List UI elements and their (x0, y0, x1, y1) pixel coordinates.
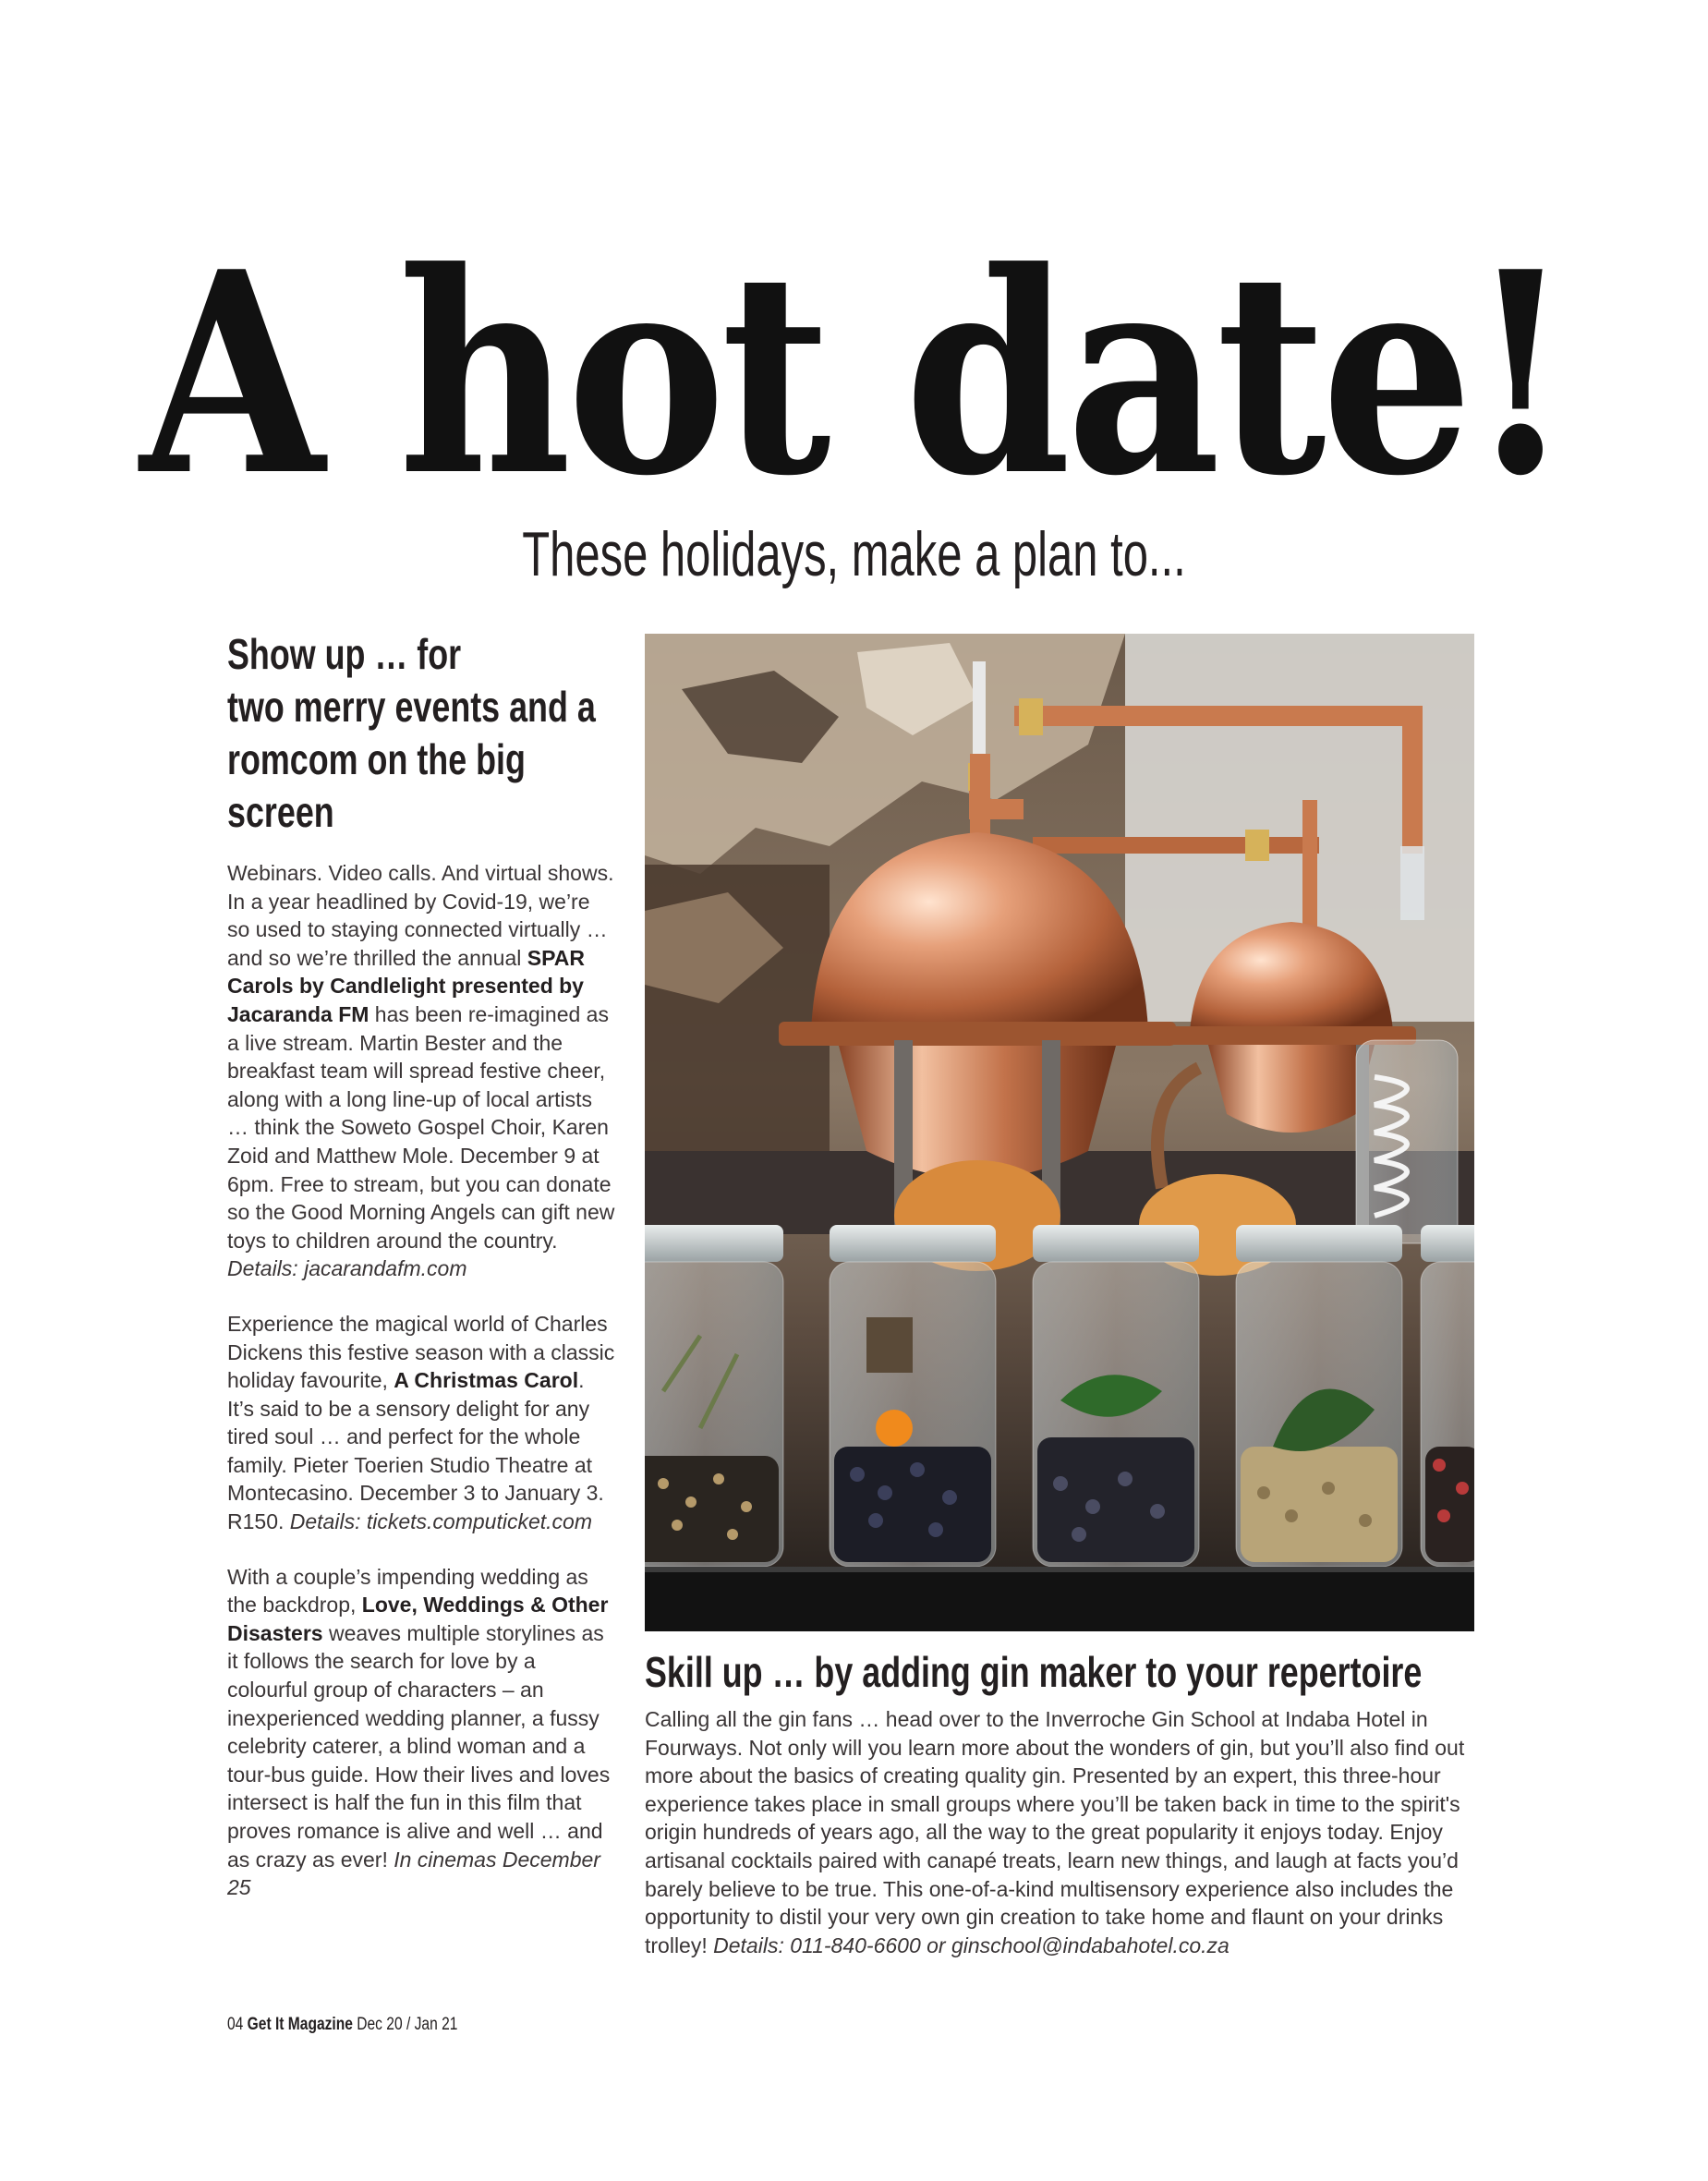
carols-text-2: has been re-imagined as a live stream. Martin Bester and the breakfast team will spread festive cheer, along with a long line-up of local artists … think the Soweto Gospel Choir, Karen Zoid and Matthew Mole. December 9 at 6pm. Free to stream, but you can donate so the Good Morning Angels can gift new toys to children around the country. (227, 1001, 615, 1253)
magazine-name: Get It Magazine (247, 2015, 353, 2034)
skill-up-details: Details: 011-840-6600 or ginschool@indabahotel.co.za (713, 1933, 1230, 1957)
christmas-carol-details: Details: tickets.computicket.com (289, 1509, 592, 1534)
skill-up-text: Calling all the gin fans … head over to the Inverroche Gin School at Indaba Hotel in Fourways. Not only will you learn more about the wonders of gin, but you’ll also find out more about the basics of creating quality gin. Presented by an expert, this three-hour experience takes place in small groups where you’ll be taken back in time to the spirit's origin hundreds of years ago, all the way to the great popularity it enjoys today. Enjoy artisanal cocktails paired with canapé treats, learn new things, and laugh at facts you’d barely believe to be true. This one-of-a-kind multisensory experience also includes the opportunity to distil your very own gin creation to take home and flaunt on your drinks trolley! (645, 1707, 1465, 1957)
skill-up-title: Skill up … by adding gin maker to your repertoire (645, 1648, 1423, 1696)
carols-text-1: Webinars. Video calls. And virtual shows. In a year headlined by Covid-19, we’re so used to staying connected virtually … and so we’re thrilled the annual (227, 861, 614, 970)
love-weddings-title: Love, Weddings & Other Disasters (227, 1593, 609, 1645)
christmas-carol-text-2: . It’s said to be a sensory delight for any tired soul … and perfect for the whole family. Pieter Toerien Studio Theatre at Montecasino. December 3 to January 3. R150. (227, 1368, 604, 1534)
show-up-title-line-2: two merry events and a (227, 683, 596, 731)
show-up-title-line-3: romcom on the big screen (227, 735, 526, 836)
christmas-carol-title: A Christmas Carol (394, 1368, 579, 1393)
carols-event-name: SPAR Carols by Candlelight presented by Jacaranda FM (227, 945, 585, 1026)
headline: A hot date! (139, 211, 1569, 537)
love-weddings-text-2: weaves multiple storylines as it follows the search for love by a colourful group of characters – an inexperienced wedding planner, a fussy celebrity caterer, a blind woman and a tour-bus guide. How their lives and loves intersect is half the fun in this film that proves romance is alive and well … and as crazy as ever! (227, 1620, 611, 1872)
christmas-carol-text-1: Experience the magical world of Charles Dickens this festive season with a classic holiday favourite, (227, 1311, 615, 1393)
love-weddings-details: In cinemas December 25 (227, 1847, 600, 1900)
show-up-title-line-1: Show up … for (227, 630, 462, 678)
issue-date: Dec 20 / Jan 21 (357, 2015, 458, 2034)
skill-up-paragraph (645, 1705, 1474, 1959)
christmas-carol-paragraph (227, 1310, 615, 1536)
carols-details: Details: jacarandafm.com (227, 1256, 467, 1281)
gin-still-photo (645, 634, 1474, 1631)
show-up-column (227, 628, 615, 1929)
carols-paragraph (227, 859, 615, 1283)
subheadline: These holidays, make a plan to... (522, 519, 1186, 589)
page-footer (227, 2014, 457, 2036)
skill-up-section (645, 1646, 1474, 1959)
love-weddings-text-1: With a couple’s impending wedding as the backdrop, (227, 1564, 588, 1618)
love-weddings-paragraph (227, 1563, 615, 1902)
page-number: 04 (227, 2015, 244, 2034)
gin-still-illustration (645, 634, 1474, 1631)
show-up-title (227, 628, 616, 839)
